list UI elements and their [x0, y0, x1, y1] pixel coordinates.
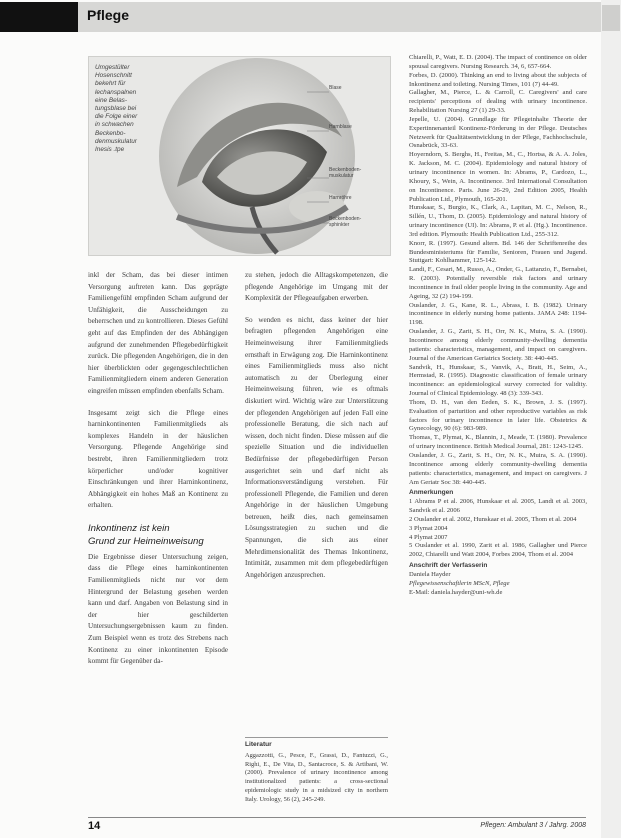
figure-label: Blase [329, 85, 342, 91]
author-address-title: Anschrift der Verfasserin [409, 562, 488, 570]
caption-line: lechanspalnen [95, 88, 137, 96]
caption-line: Hosenschnitt [95, 72, 132, 80]
text-column-1 [88, 270, 228, 668]
reference-entry: Ouslander, J. G., Zarit, S. H., Orr, N. K., Muira, S. A. (1990). Incontinence among elderly community-dwelling dementia patients: characteristics, management, and impact on caregivers. J Am Geriatr Soc 38: 440-445. [409, 451, 587, 486]
reference-entry: Chiarelli, P., Watt, E. D. (2004). The impact of continence on older spousal caregivers. Nursing Research. 34, 6, 657-664. [409, 54, 587, 70]
subheading-line: Grund zur Heimeinweisung [88, 535, 204, 547]
note-entry: 3 Plymat 2004 [409, 524, 448, 532]
author-email: E-Mail: daniela.hayder@uni-wh.de [409, 588, 503, 596]
section-title: Pflege [87, 7, 130, 23]
paragraph: Die Ergebnisse dieser Untersuchung zeigen, dass die Pflege eines harninkontinenten Familienmitglieds nicht nur vor dem Hintergrund der Belastung gesehen werden kann und darf. Angaben von Belastung sind in der hier geschilderten Untersuchungsergebnissen kaum zu finden. Zum Beispiel wenn es trotz des Strebens nach Kontinenz zu einer inkontinenten Episode kommt für Gegenüber da- [88, 552, 228, 666]
caption-line: eine Belas- [95, 96, 127, 104]
reference-entry: Ouslander, J. G., Zarit, S. H., Orr, N. K., Muira, S. A. (1990). Incontinence among elderly community-dwelling dementia patients: characteristics, management, and impact on caregivers. Journal of the American Geriatrics Society. 38: 440-445. [409, 328, 587, 362]
paragraph: inkl der Scham, das bei dieser intimen Versorgung auftreten kann. Das geprägte Familiengefühl empfinden Scham aufgrund der Unfähigkeit, die Ausscheidungen zu beherrschen und zu kontrollieren. Dieses Gefühl geht auf das Empfinden der des Abhängigen aufgrund der zunehmenden Pflegebedürftigkeit zurück. Die pflegenden Angehörigen, die in den hier überblickten oder gegengeschlechtlichen Familienmitgliedern einem anderen Generation eingreifen müssen empfinden ebenfalls Scham. [88, 271, 228, 395]
note-entry: 1 Abrams P et al. 2006, Hunskaar et al. 2005, Landi et al. 2003, Sandvik et al. 2006 [409, 498, 587, 515]
reference-entry: Landi, F., Cesari, M., Russo, A., Onder, G., Lattanzio, F., Bernabei, R. (2003). Potentially reversible risk factors and urinary incontinence in frail older people living in the community. Age and Ageing, 32 (2) 194-199. [409, 266, 587, 300]
reference-entry: Thom, D. H., van den Eeden, S. K., Brown, J. S. (1997). Evaluation of parturition and other reproductive variables as risk factors for urinary incontinence in later life. Obstetrics & Gynecology, 90 (6): 983-989. [409, 398, 587, 433]
literature-separator [245, 737, 388, 738]
note-entry: 5 Ouslander et al. 1990, Zarit et al. 1986, Gallagher und Pierce 2002, Chiarelli und Watt 2004, Forbes 2004, Thom et al. 2004 [409, 542, 587, 559]
reference-column [409, 54, 587, 597]
author-role: Pflegewissenschaftlerin MScN, Pflege [409, 579, 510, 587]
caption-line: bekehrt für [95, 80, 126, 88]
literature-list [245, 752, 388, 804]
margin-tab [601, 0, 621, 838]
notes-title: Anmerkungen [409, 489, 454, 497]
figure-label: Harnblase [329, 124, 352, 130]
page-header [0, 0, 621, 34]
caption-line: die Folge einer [95, 113, 138, 121]
subheading [88, 522, 228, 548]
paragraph: zu stehen, jedoch die Alltagskompetenzen, die pflegende Angehörige im Umgang mit der Komplexität der Pflegeaufgaben erwerben. [245, 271, 388, 303]
subheading-line: Inkontinenz ist kein [88, 522, 170, 534]
margin-tab-marker [602, 5, 620, 31]
caption-line: Umgestülter [95, 64, 130, 71]
footer-rule [88, 817, 586, 818]
page-number: 14 [88, 820, 101, 832]
note-entry: 2 Ouslander et al. 2002, Hunskaar et al. 2005, Thom et al. 2004 [409, 515, 577, 523]
figure-label: Beckenboden-muskulatur [329, 167, 362, 179]
reference-entry: Thomas, T., Plymat, K., Blannin, J., Meade, T. (1980). Prevalence of urinary incontinence. British Medical Journal, 281: 1243-1245. [409, 434, 587, 451]
reference-entry: Forbes, D. (2000). Thinking an end to living about the subjects of Inkontinenz and toileting. Nursing Times, 101 (7) 44-49. [409, 71, 587, 88]
pelvic-anatomy-illustration [157, 57, 357, 255]
reference-entry: Jepelle, U. (2004). Grundlage für Pflegeinhalte Theorie der Expertinnenanteil Kontinenz-Förderung in der Pflege. Deutsches Netzwerk für Qualitätsentwicklung in der Pflege, Fachhochschule, Osnabrück, 33-63. [409, 115, 587, 150]
journal-reference: Pflegen: Ambulant 3 / Jahrg. 2008 [480, 822, 586, 829]
anatomy-figure [88, 56, 391, 256]
caption-line: Beckenbo- [95, 129, 126, 137]
text-column-2 [245, 270, 388, 581]
figure-caption [95, 64, 155, 154]
author-name: Daniela Hayder [409, 570, 451, 578]
caption-line: Inesis .tpe [95, 146, 125, 154]
paragraph: So wenden es nicht, dass keiner der hier befragten pflegenden Angehörigen eine Heimeinweisung ihrer Familienmitglieds ernsthaft in Erwägung zog. Die Harninkontinenz eines Familienmitglieds muss also nicht automatisch zu der Überlegung einer Heimeinweisung führen, wie es oftmals diskutiert wird. Wichtig wäre zur Unterstützung der pflegenden Angehörigen auf jeden Fall eine professionelle Beratung, die sich nach auf wissen, doch nicht finden. Diese müssen auf die spezielle Situation und die individuellen Bedürfnisse der pflegebedürftigen Person ausgerichtet sein und darf nicht als Informationsverständigung verstehen. Für professionell Pflegende, die Familien und deren Angehörige in der häuslichen Umgebung betreuen, heißt dies, nach gemeinsamen Lösungsstrategien zu suchen und die Spannungen, die sich aus einer Mehrdimensionalität des Themas Inkontinenz, Intimität, zusammen mit dem pflegebedürftigen Angehörigen anzusprechen. [245, 315, 388, 579]
figure-label: Beckenboden-sphinkter [329, 216, 362, 228]
paragraph: Insgesamt zeigt sich die Pflege eines harninkontinenten Familienmitglieds als komplexes Handeln in der häuslichen Versorgung. Pflegende Angehörige sind bestrebt, ihren Familienmitgliedern trotz körperlicher und/oder kognitiver Einschränkungen und ihrer Harninkontinenz, Abhängigkeit ein hohes Maß an Kontinenz zu erhalten. [88, 408, 228, 510]
header-black-block [0, 2, 78, 32]
reference-entry: Sandvik, H., Hunskaar, S., Vanvik, A., Bratt, H., Seim, A., Hermstad, R. (1995). Diagnostic classification of female urinary incontinence: an epidemiological survey corrected for validity. Journal of Clinical Epidemiology. 48 (3): 339-343. [409, 363, 587, 398]
literature-title: Literatur [245, 741, 272, 748]
caption-line: in schwachen [95, 121, 134, 129]
reference-entry: Aggazzotti, G., Pesce, F., Grassi, D., Fantuzzi, G., Righi, E., De Vita, D., Santacroce, S. & Artibani, W. (2000). Prevalence of urinary incontinence among institutionalized patients: a cross-sectional epidemiologic study in a midsized city in northern Italy. Urology, 56 (2), 245-249. [245, 752, 388, 803]
reference-entry: Knorr, R. (1997). Gesund altern. Bd. 146 der Schriftenreihe des Bundesministeriums für Familie, Senioren, Frauen und Jugend. Stuttgart: Kohlhammer, 125-142. [409, 239, 587, 265]
reference-entry: Hunskaar, S., Burgio, K., Clark, A., Lapitan, M. C., Nelson, R., Sillén, U., Thom, D. (2005). Epidemiology and natural history of urinary incontinence (UI). In: Abrams, P. et al. (Hg.). Incontinence. 3rd edition. Plymouth: Health Publication Ltd., 255-312. [409, 204, 587, 238]
reference-entry: Gallagher, M., Pierce, L. & Carroll, C. Caregivers' and care recipients' perceptions of dealing with urinary incontinence. Rehabilitation Nursing 27 (1) 29-33. [409, 89, 587, 115]
reference-entry: Hoyerndorn, S. Berghs, H., Freitas, M., C., Hortsa, & A. A. Joles, K. Jackson, M. C. (2004). Epidemiology and natural history of urinary incontinence in women. In: Abrams, P., Cardozo, L., Khoury, S., Wein, A. Incontinence. 3rd International Consultation on Incontinence. Paris. June 26-29, 2nd Edition 2005, Health Publication Ltd., Plymouth, 165-201. [409, 151, 587, 203]
figure-label: Harnröhre [329, 195, 352, 201]
caption-line: denmuskulatur [95, 137, 137, 145]
note-entry: 4 Plymat 2007 [409, 533, 448, 541]
caption-line: tungsblase bei [95, 105, 137, 113]
reference-entry: Ouslander, J. G., Kane, R. L., Abrass, I. B. (1982). Urinary incontinence in elderly nursing home patients. JAMA 248: 1194-1198. [409, 301, 587, 327]
